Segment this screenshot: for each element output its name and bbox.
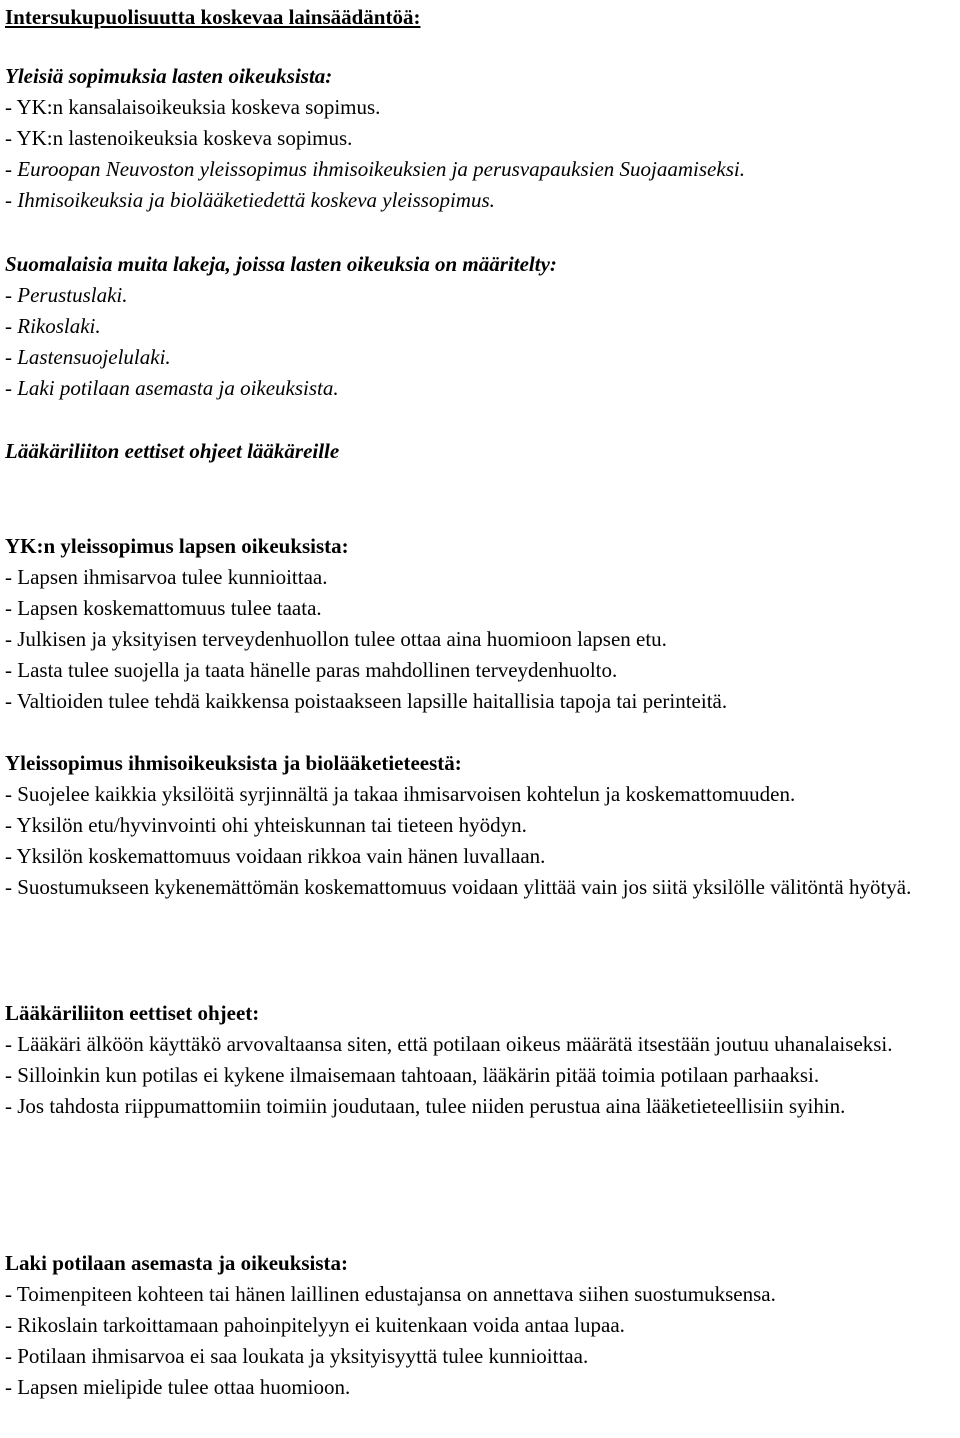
section-medical-ethics-guidelines bbox=[5, 998, 955, 1122]
section-heading: Lääkäriliiton eettiset ohjeet: bbox=[5, 1001, 260, 1025]
section-medical-ethics-title bbox=[5, 436, 955, 467]
list-item: - Toimenpiteen kohteen tai hänen laillinen edustajansa on annettava siihen suostumuksensa. bbox=[5, 1282, 776, 1306]
list-item: - Lapsen ihmisarvoa tulee kunnioittaa. bbox=[5, 565, 328, 589]
list-item: - Suojelee kaikkia yksilöitä syrjinnältä ja takaa ihmisarvoisen kohtelun ja koskemattomuuden. bbox=[5, 782, 796, 806]
list-item: - YK:n kansalaisoikeuksia koskeva sopimus. bbox=[5, 95, 381, 119]
list-item: - Valtioiden tulee tehdä kaikkensa poistaakseen lapsille haitallisia tapoja tai perinteitä. bbox=[5, 689, 728, 713]
list-item: - Lapsen mielipide tulee ottaa huomioon. bbox=[5, 1375, 351, 1399]
section-un-child-rights bbox=[5, 531, 955, 717]
list-item: - Suostumukseen kykenemättömän koskemattomuus voidaan ylittää vain jos siitä yksilölle välitöntä hyötyä. bbox=[5, 875, 912, 899]
document-title: Intersukupuolisuutta koskevaa lainsäädäntöä: bbox=[5, 5, 421, 29]
section-patient-rights-law bbox=[5, 1248, 955, 1403]
list-item: - Rikoslaki. bbox=[5, 314, 101, 338]
list-item: - Euroopan Neuvoston yleissopimus ihmisoikeuksien ja perusvapauksien Suojaamiseksi. bbox=[5, 157, 745, 181]
list-item: - Yksilön koskemattomuus voidaan rikkoa vain hänen luvallaan. bbox=[5, 844, 546, 868]
list-item: - Rikoslain tarkoittamaan pahoinpitelyyn ei kuitenkaan voida antaa lupaa. bbox=[5, 1313, 625, 1337]
list-item: - Julkisen ja yksityisen terveydenhuollon tulee ottaa aina huomioon lapsen etu. bbox=[5, 627, 667, 651]
list-item: - Jos tahdosta riippumattomiin toimiin joudutaan, tulee niiden perustua aina lääketieteellisiin syihin. bbox=[5, 1094, 846, 1118]
section-heading: Lääkäriliiton eettiset ohjeet lääkäreille bbox=[5, 439, 340, 463]
list-item: - Yksilön etu/hyvinvointi ohi yhteiskunnan tai tieteen hyödyn. bbox=[5, 813, 527, 837]
section-heading: Yleissopimus ihmisoikeuksista ja biolääketieteestä: bbox=[5, 751, 462, 775]
section-finnish-laws bbox=[5, 249, 955, 404]
list-item: - Potilaan ihmisarvoa ei saa loukata ja yksityisyyttä tulee kunnioittaa. bbox=[5, 1344, 589, 1368]
list-item: - Ihmisoikeuksia ja biolääketiedettä koskeva yleissopimus. bbox=[5, 188, 495, 212]
list-item: - Laki potilaan asemasta ja oikeuksista. bbox=[5, 376, 339, 400]
section-heading: Laki potilaan asemasta ja oikeuksista: bbox=[5, 1251, 349, 1275]
section-human-rights-biomedicine bbox=[5, 748, 955, 903]
section-heading: Suomalaisia muita lakeja, joissa lasten oikeuksia on määritelty: bbox=[5, 252, 557, 276]
section-general-agreements bbox=[5, 61, 955, 216]
list-item: - Lastensuojelulaki. bbox=[5, 345, 171, 369]
list-item: - Silloinkin kun potilas ei kykene ilmaisemaan tahtoaan, lääkärin pitää toimia potilaan parhaaksi. bbox=[5, 1063, 820, 1087]
section-heading: Yleisiä sopimuksia lasten oikeuksista: bbox=[5, 64, 333, 88]
section-heading: YK:n yleissopimus lapsen oikeuksista: bbox=[5, 534, 349, 558]
list-item: - YK:n lastenoikeuksia koskeva sopimus. bbox=[5, 126, 353, 150]
list-item: - Lääkäri älköön käyttäkö arvovaltaansa siten, että potilaan oikeus määrätä itsestään joutuu uhanalaiseksi. bbox=[5, 1032, 893, 1056]
list-item: - Lapsen koskemattomuus tulee taata. bbox=[5, 596, 322, 620]
list-item: - Lasta tulee suojella ja taata hänelle paras mahdollinen terveydenhuolto. bbox=[5, 658, 618, 682]
list-item: - Perustuslaki. bbox=[5, 283, 128, 307]
